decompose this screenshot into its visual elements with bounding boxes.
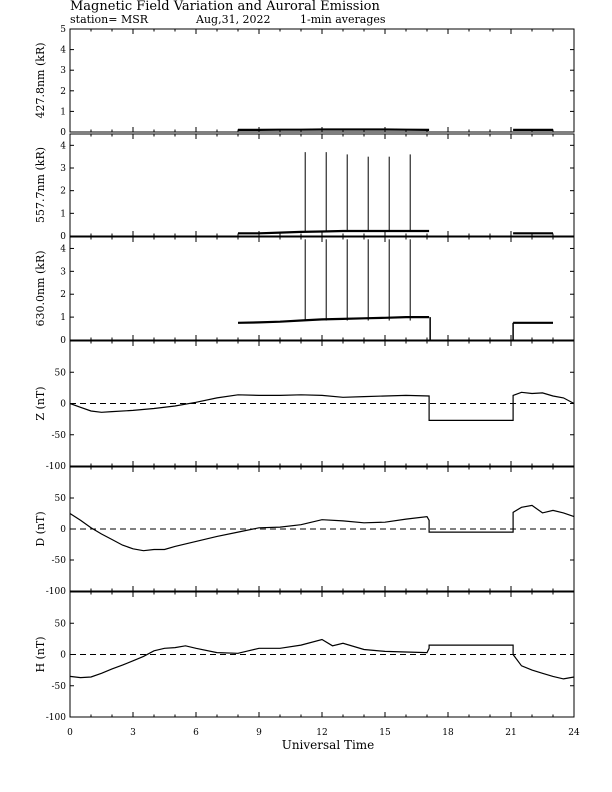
panel-frame <box>70 237 574 340</box>
y-tick-label: 4 <box>60 45 66 56</box>
x-tick-label: 9 <box>256 728 262 738</box>
y-tick-label: -100 <box>45 587 66 597</box>
averaging-label: 1-min averages <box>300 13 386 26</box>
y-tick-label: 3 <box>60 66 66 77</box>
x-tick-label: 3 <box>130 728 136 738</box>
series-line <box>238 231 429 233</box>
panel-frame <box>70 134 574 236</box>
panel-frame <box>70 29 574 132</box>
chart-title: Magnetic Field Variation and Auroral Emission <box>70 0 380 14</box>
y-tick-label: 1 <box>60 209 66 220</box>
y-tick-label: 4 <box>60 244 66 255</box>
y-tick-label: -50 <box>51 681 66 692</box>
y-tick-label: 0 <box>60 336 66 346</box>
y-tick-label: 1 <box>60 313 66 324</box>
y-tick-label: 0 <box>60 525 66 535</box>
plot-panels <box>34 25 580 738</box>
series-line <box>70 392 574 420</box>
y-tick-label: -50 <box>51 556 66 566</box>
y-tick-label: 1 <box>60 107 66 118</box>
y-tick-label: 2 <box>60 186 66 197</box>
x-tick-label: 21 <box>505 728 517 738</box>
y-tick-label: 4 <box>60 141 66 152</box>
y-tick-label: 5 <box>60 25 66 35</box>
x-tick-label: 24 <box>568 728 580 738</box>
series-line <box>70 640 574 679</box>
y-tick-label: -100 <box>45 462 66 472</box>
y-axis-label: 557.7nm (kR) <box>34 146 47 224</box>
series-line <box>70 505 574 550</box>
y-tick-label: -50 <box>51 430 66 441</box>
x-tick-label: 0 <box>67 728 73 738</box>
x-tick-label: 6 <box>193 728 199 738</box>
y-axis-label: Z (nT) <box>34 386 47 421</box>
y-tick-label: 2 <box>60 86 66 97</box>
y-tick-label: 0 <box>60 650 66 661</box>
y-tick-label: -100 <box>45 713 66 723</box>
y-axis-label: 630.0nm (kR) <box>34 250 47 327</box>
y-tick-label: 50 <box>54 619 66 630</box>
y-tick-label: 0 <box>60 399 66 410</box>
y-axis-label: D (nT) <box>34 511 47 547</box>
y-tick-label: 0 <box>60 232 66 242</box>
y-tick-label: 50 <box>54 368 66 379</box>
station-label: station= MSR <box>70 13 149 26</box>
y-axis-label: H (nT) <box>34 636 47 673</box>
x-tick-label: 12 <box>316 728 328 738</box>
y-tick-label: 0 <box>60 128 66 138</box>
y-tick-label: 50 <box>54 494 66 504</box>
x-tick-label: 15 <box>379 728 391 738</box>
series-line <box>238 317 429 323</box>
x-tick-label: 18 <box>442 728 454 738</box>
y-axis-label: 427.8nm (kR) <box>34 42 47 119</box>
y-tick-label: 2 <box>60 290 66 301</box>
date-label: Aug,31, 2022 <box>196 13 271 26</box>
x-axis-label: Universal Time <box>281 738 375 752</box>
y-tick-label: 3 <box>60 267 66 278</box>
y-tick-label: 3 <box>60 164 66 174</box>
